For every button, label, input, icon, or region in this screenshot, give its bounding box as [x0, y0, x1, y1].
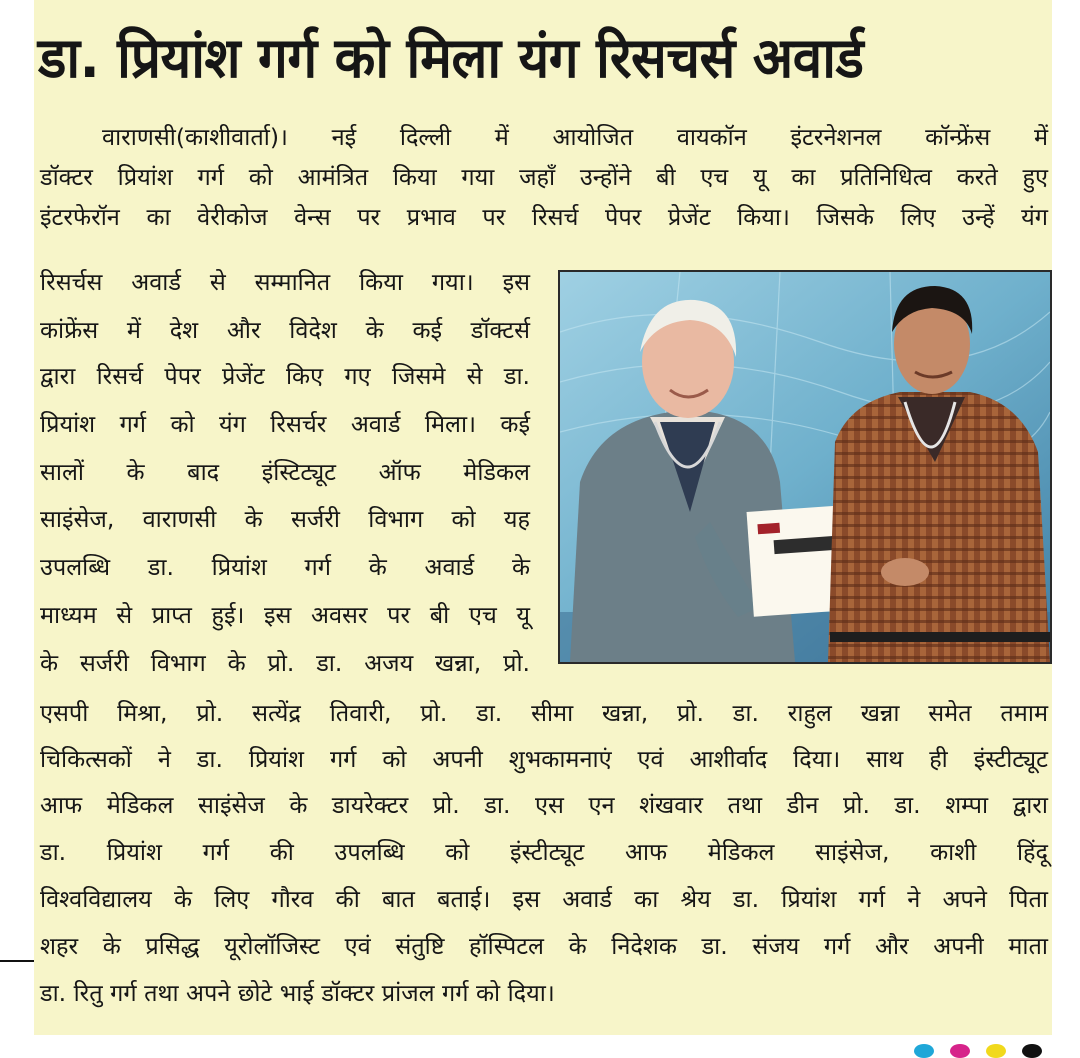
article-line: प्रियांश गर्ग को यंग रिसर्चर अवार्ड मिला। कई	[40, 410, 530, 438]
margin-rule	[0, 960, 34, 962]
article-line: शहर के प्रसिद्ध यूरोलॉजिस्ट एवं संतुष्टि हॉस्पिटल के निदेशक डा. संजय गर्ग और अपनी माता	[40, 932, 1048, 960]
article-line: इंटरफेरॉन का वेरीकोज वेन्स पर प्रभाव पर रिसर्च पेपर प्रेजेंट किया। जिसके लिए उन्हें यंग	[40, 203, 1048, 231]
article-line: साइंसेज, वाराणसी के सर्जरी विभाग को यह	[40, 505, 530, 533]
article-line: के सर्जरी विभाग के प्रो. डा. अजय खन्ना, प्रो.	[40, 649, 530, 677]
article-line: चिकित्सकों ने डा. प्रियांश गर्ग को अपनी शुभकामनाएं एवं आशीर्वाद दिया। साथ ही इंस्टीट्यूट	[40, 745, 1048, 773]
registration-dot	[1022, 1044, 1042, 1058]
registration-dot	[914, 1044, 934, 1058]
award-photo	[558, 270, 1052, 664]
article-line: डा. प्रियांश गर्ग की उपलब्धि को इंस्टीट्यूट आफ मेडिकल साइंसेज, काशी हिंदू	[40, 838, 1048, 866]
article-line: आफ मेडिकल साइंसेज के डायरेक्टर प्रो. डा. एस एन शंखवार तथा डीन प्रो. डा. शम्पा द्वारा	[40, 791, 1048, 819]
headline: डा. प्रियांश गर्ग को मिला यंग रिसचर्स अवार्ड	[38, 26, 864, 91]
article-line: एसपी मिश्रा, प्रो. सत्येंद्र तिवारी, प्रो. डा. सीमा खन्ना, प्रो. डा. राहुल खन्ना समेत तमाम	[40, 699, 1048, 727]
award-photo-illustration	[560, 272, 1050, 662]
registration-dot	[986, 1044, 1006, 1058]
article-line: वाराणसी(काशीवार्ता)। नई दिल्ली में आयोजित वायकॉन इंटरनेशनल कॉन्फ्रेंस में	[102, 123, 1048, 151]
registration-dot	[950, 1044, 970, 1058]
article-line: सालों के बाद इंस्टिट्यूट ऑफ मेडिकल	[40, 458, 530, 486]
article-line: द्वारा रिसर्च पेपर प्रेजेंट किए गए जिसमे से डा.	[40, 362, 530, 390]
article-line: डॉक्टर प्रियांश गर्ग को आमंत्रित किया गया जहाँ उन्होंने बी एच यू का प्रतिनिधित्व करते हुए	[40, 163, 1048, 191]
article-line: माध्यम से प्राप्त हुई। इस अवसर पर बी एच यू	[40, 601, 530, 629]
article-line: रिसर्चस अवार्ड से सम्मानित किया गया। इस	[40, 268, 530, 296]
article-line: विश्वविद्यालय के लिए गौरव की बात बताई। इस अवार्ड का श्रेय डा. प्रियांश गर्ग ने अपने पिता	[40, 885, 1048, 913]
article-line: कांफ्रेंस में देश और विदेश के कई डॉक्टर्स	[40, 316, 530, 344]
article-line: उपलब्धि डा. प्रियांश गर्ग के अवार्ड के	[40, 553, 530, 581]
article-line: डा. रितु गर्ग तथा अपने छोटे भाई डॉक्टर प्रांजल गर्ग को दिया।	[40, 979, 555, 1007]
